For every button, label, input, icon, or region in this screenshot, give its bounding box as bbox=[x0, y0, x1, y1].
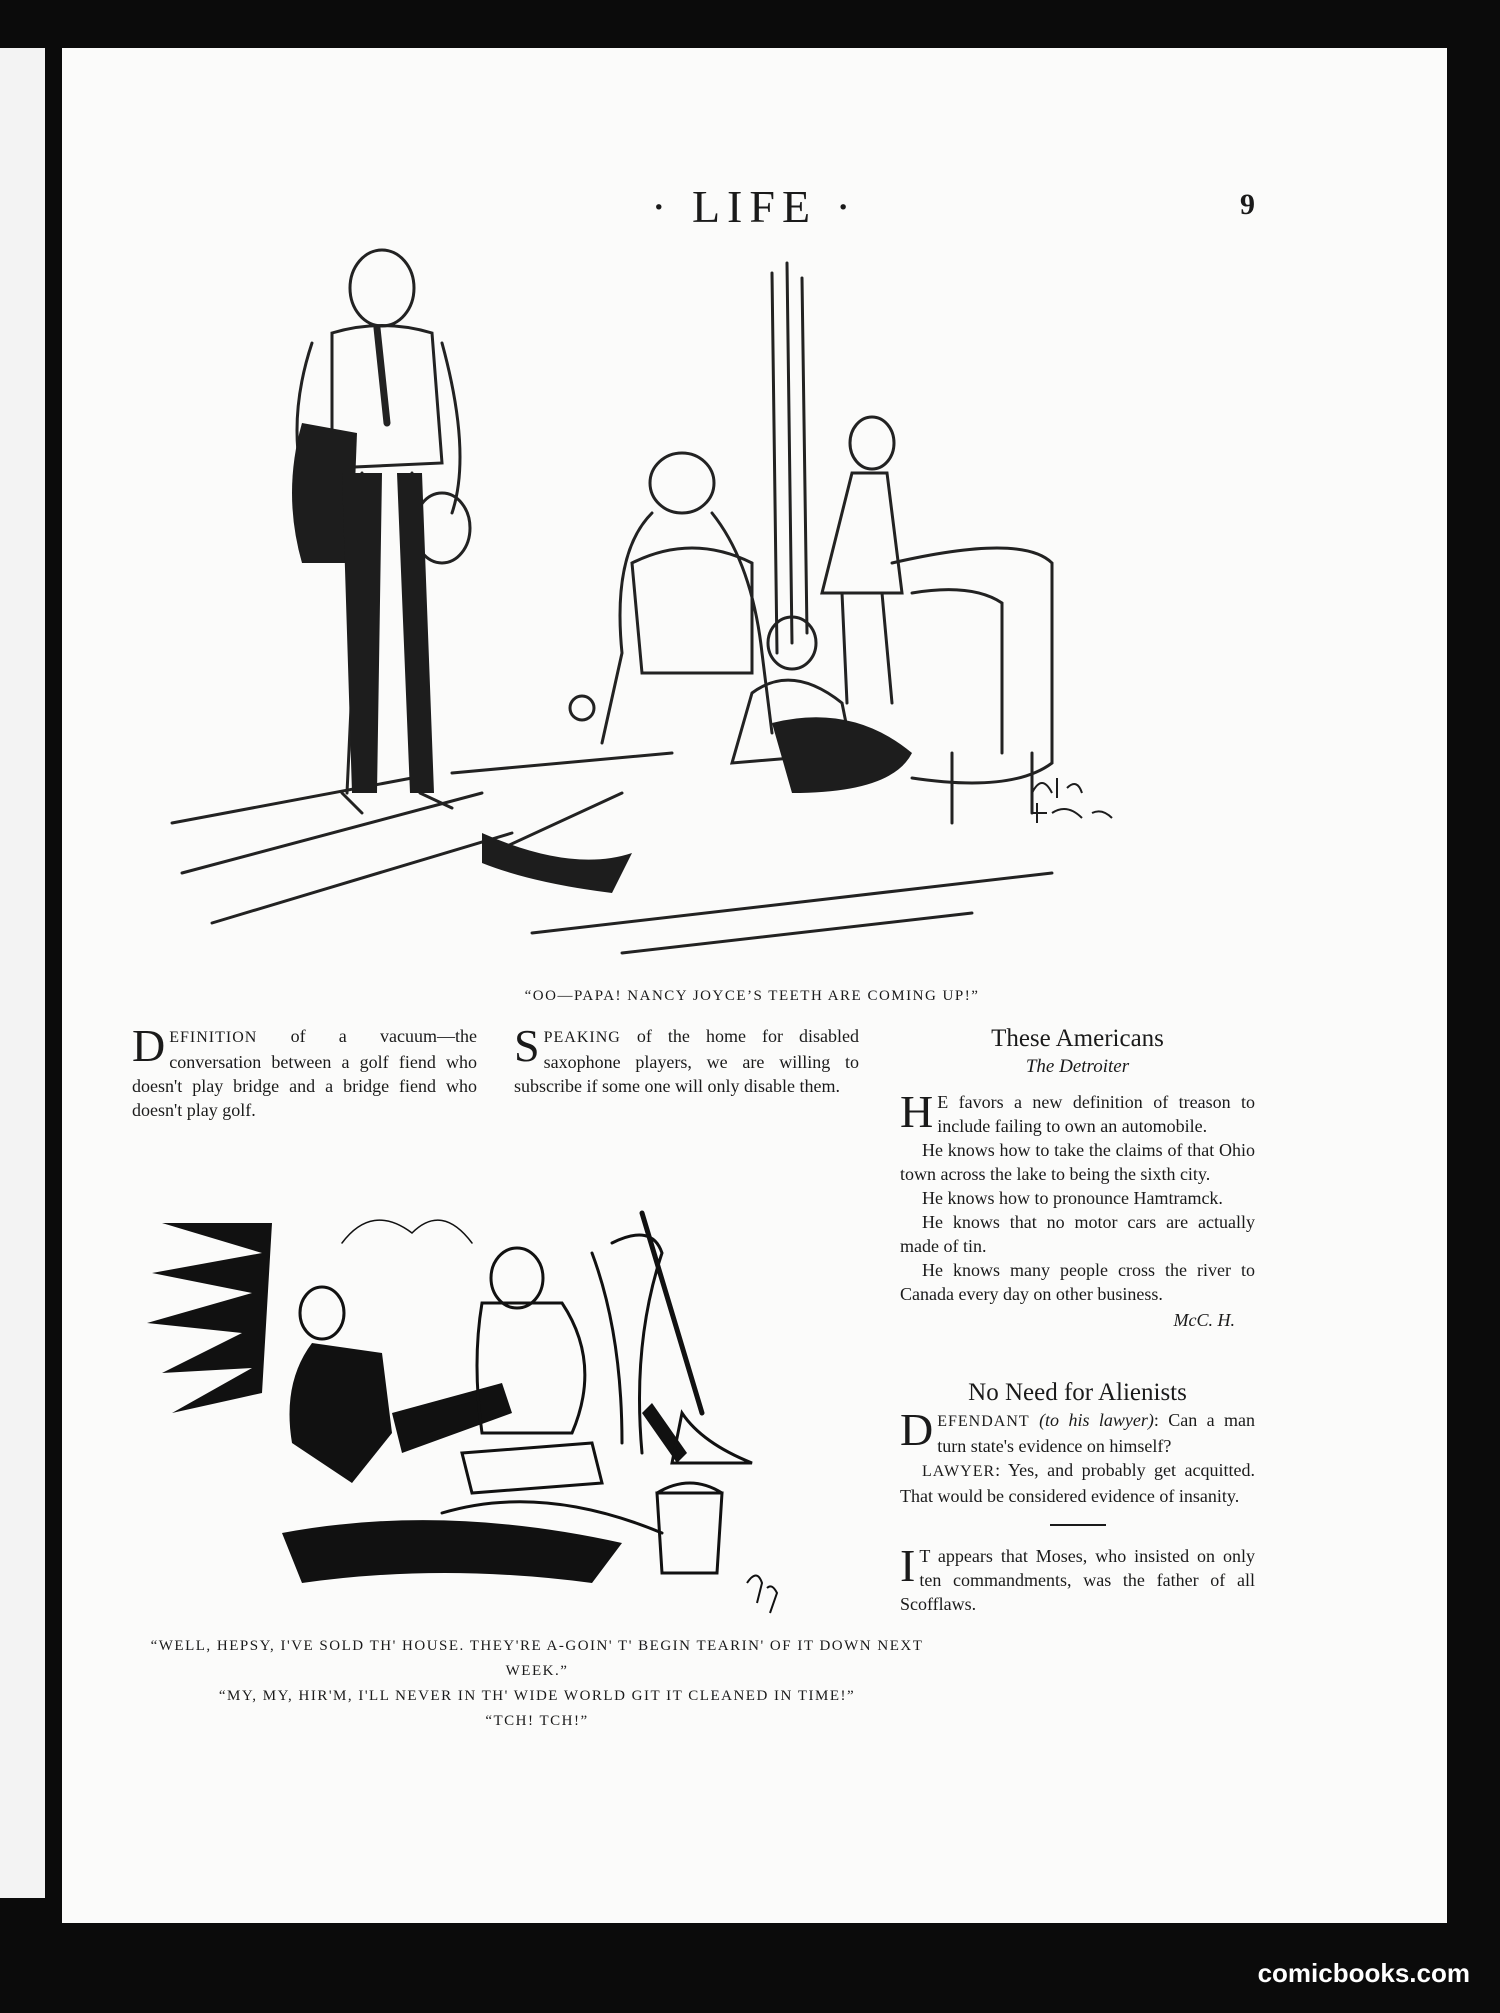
previous-page-edge bbox=[0, 48, 45, 1898]
cartoon2-caption bbox=[122, 1634, 952, 1734]
dialogue-lawyer bbox=[900, 1458, 1255, 1508]
cartoon1-caption: “OO—PAPA! NANCY JOYCE’S TEETH ARE COMING UP!” bbox=[524, 988, 980, 1004]
joke-moses bbox=[900, 1540, 1255, 1616]
dropcap: D bbox=[132, 1020, 166, 1071]
speaker-label: EFENDANT bbox=[937, 1413, 1030, 1430]
article-paragraph: He knows how to take the claims of that Ohio town across the lake to being the sixth city. bbox=[900, 1140, 1255, 1184]
joke-saxophone bbox=[514, 1020, 859, 1098]
author-signature: McC. H. bbox=[1173, 1310, 1235, 1330]
joke-text: T appears that Moses, who insisted on only ten commandments, was the father of all Scofflaws. bbox=[900, 1546, 1255, 1614]
lead-word: PEAKING bbox=[543, 1029, 621, 1046]
section-divider bbox=[1050, 1524, 1106, 1526]
article-subtitle: The Detroiter bbox=[1025, 1056, 1130, 1077]
dropcap: D bbox=[900, 1404, 934, 1455]
page-number: 9 bbox=[1240, 188, 1255, 221]
dropcap: I bbox=[900, 1540, 916, 1591]
caption-line: “WELL, HEPSY, I'VE SOLD TH' HOUSE. THEY'RE A-GOIN' T' BEGIN TEARIN' OF IT DOWN NEXT WEEK.” bbox=[150, 1638, 924, 1679]
cartoon-family-illustration bbox=[152, 233, 1252, 968]
dialogue-text: : Can a man turn state's evidence on himself? bbox=[937, 1410, 1255, 1456]
cartoon-rocking-chair-illustration bbox=[142, 1183, 912, 1623]
article-title: No Need for Alienists bbox=[968, 1379, 1187, 1406]
joke-definition-vacuum bbox=[132, 1020, 477, 1122]
caption-line: “TCH! TCH!” bbox=[485, 1713, 589, 1729]
joke-text: of the home for disabled saxophone players, we are willing to subscribe if some one will only disable them. bbox=[514, 1026, 859, 1096]
masthead: · LIFE · bbox=[651, 181, 858, 232]
dialogue-defendant bbox=[900, 1404, 1255, 1458]
artist-signature bbox=[1032, 778, 1112, 823]
watermark: comicbooks.com bbox=[1257, 1958, 1470, 1988]
dialogue-text: : Yes, and probably get acquitted. That would be considered evidence of insanity. bbox=[900, 1460, 1255, 1506]
rocking-chair-sketch-svg bbox=[142, 1183, 912, 1623]
right-column bbox=[900, 1024, 1255, 1616]
family-sketch-svg bbox=[152, 233, 1252, 968]
article-paragraph: He knows that no motor cars are actually made of tin. bbox=[900, 1212, 1255, 1256]
magazine-page bbox=[62, 48, 1447, 1923]
dropcap: H bbox=[900, 1086, 934, 1137]
dropcap: S bbox=[514, 1020, 540, 1071]
joke-text: of a vacuum—the conversation between a golf fiend who doesn't play bridge and a bridge fiend who doesn't play golf. bbox=[132, 1026, 477, 1120]
article-title: These Americans bbox=[991, 1025, 1164, 1052]
paragraph-text: E favors a new definition of treason to include failing to own an automobile. bbox=[937, 1092, 1255, 1136]
lead-word: EFINITION bbox=[169, 1029, 258, 1046]
stage-direction: (to his lawyer) bbox=[1039, 1410, 1154, 1430]
article-paragraph: He knows how to pronounce Hamtramck. bbox=[922, 1188, 1223, 1208]
article-paragraph bbox=[900, 1086, 1255, 1138]
caption-line: “MY, MY, HIR'M, I'LL NEVER IN TH' WIDE WORLD GIT IT CLEANED IN TIME!” bbox=[218, 1688, 856, 1704]
artist-signature bbox=[747, 1576, 777, 1614]
article-paragraph: He knows many people cross the river to Canada every day on other business. bbox=[900, 1260, 1255, 1304]
speaker-label: LAWYER bbox=[922, 1463, 996, 1480]
